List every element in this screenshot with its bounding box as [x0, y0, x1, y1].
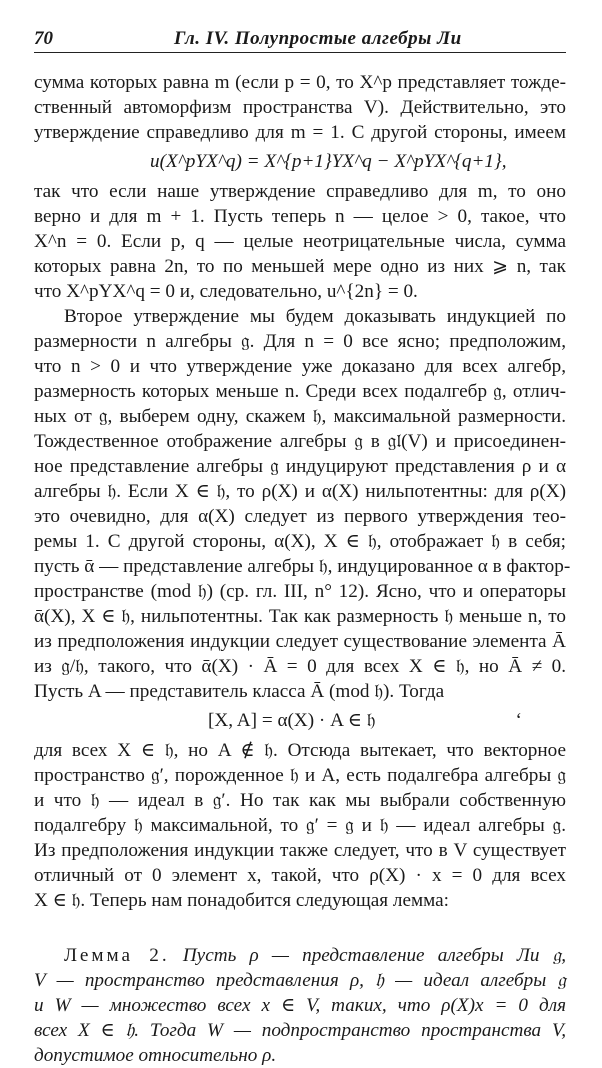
paragraph-line: ремы 1. С другой стороны, α(X), X ∈ 𝔥, отображает 𝔥 в себя; [34, 531, 566, 552]
formula-u: u(X^pYX^q) = X^{p+1}YX^q − X^pYX^{q+1}, [150, 151, 507, 172]
paragraph-line: ное представление алгебры 𝔤 индуцируют представления ρ и α [34, 456, 566, 477]
paragraph-line: пусть ᾱ — представление алгебры 𝔥, индуцированное α в фактор- [34, 556, 571, 577]
formula-text: [X, A] = α(X) · A ∈ 𝔥 [208, 710, 376, 731]
paragraph-line: пространство 𝔤′, порожденное 𝔥 и A, есть подалгебра алгебры 𝔤 [34, 765, 566, 786]
paragraph-line: Второе утверждение мы будем доказывать индукцией по [64, 306, 566, 327]
paragraph-line: размерность которых меньше n. Среди всех подалгебр 𝔤, отлич- [34, 381, 566, 402]
formula-bracket [34, 704, 566, 738]
text-line: утверждение справедливо для m = 1. С другой стороны, имеем [34, 122, 566, 143]
paragraph-line: Пусть A — представитель класса Ā (mod 𝔥). Тогда [34, 681, 445, 702]
paragraph-line: алгебры 𝔥. Если X ∈ 𝔥, то ρ(X) и α(X) нильпотентны: для ρ(X) [34, 481, 566, 502]
running-title: Гл. IV. Полупростые алгебры Ли [174, 28, 462, 49]
lemma-block [34, 943, 566, 1068]
paragraph-line: это очевидно, для α(X) следует из первого утверждения тео- [34, 506, 566, 527]
lemma-first-line [34, 943, 566, 968]
paragraph-line: для всех X ∈ 𝔥, но A ∉ 𝔥. Отсюда вытекает, что векторное [34, 740, 566, 761]
paragraph-line: из 𝔤/𝔥, такого, что ᾱ(X) · Ā = 0 для всех X ∈ 𝔥, но Ā ≠ 0. [34, 656, 566, 677]
lemma-line: V — пространство представления ρ, 𝔥 — идеал алгебры 𝔤 [34, 970, 566, 991]
text-line: так что если наше утверждение справедливо для m, то оно [34, 181, 566, 202]
paragraph-line: что n > 0 и что утверждение уже доказано для всех алгебр, [34, 356, 566, 377]
page-header [34, 26, 566, 53]
page-number: 70 [34, 28, 53, 49]
paragraph-line: Из предположения индукции также следует, что в V существует [34, 840, 566, 861]
text-line: X^n = 0. Если p, q — целые неотрицательные числа, сумма [34, 231, 566, 252]
paragraph-line: X ∈ 𝔥. Теперь нам понадобится следующая лемма: [34, 890, 449, 911]
lemma-line: и W — множество всех x ∈ V, таких, что ρ(X)x = 0 для [34, 995, 566, 1016]
text-line: ственный автоморфизм пространства V). Действительно, это [34, 97, 566, 118]
paragraph-line: Тождественное отображение алгебры 𝔤 в 𝔤𝔩(V) и присоединен- [34, 431, 566, 452]
lemma-line: всех X ∈ 𝔥. Тогда W — подпространство пространства V, [34, 1020, 566, 1041]
paragraph-line: пространстве (mod 𝔥) (ср. гл. III, n° 12). Ясно, что и операторы [34, 581, 566, 602]
paragraph-line: отличный от 0 элемент x, такой, что ρ(X) · x = 0 для всех [34, 865, 566, 886]
paragraph-line: ных от 𝔤, выберем одну, скажем 𝔥, максимальной размерности. [34, 406, 566, 427]
paragraph-line: и что 𝔥 — идеал в 𝔤′. Но так как мы выбрали собственную [34, 790, 566, 811]
spacer [34, 913, 566, 943]
text-line: сумма которых равна m (если p = 0, то X^p представляет тожде- [34, 72, 566, 93]
paragraph-line: ᾱ(X), X ∈ 𝔥, нильпотентны. Так как размерность 𝔥 меньше n, то [34, 606, 566, 627]
paragraph-line: из предположения индукции следует существование элемента Ā [34, 631, 566, 652]
lemma-text: Пусть ρ — представление алгебры Ли 𝔤, [182, 945, 566, 966]
text-line: которых равна 2n, то по меньшей мере одно из них ⩾ n, так [34, 256, 566, 277]
lemma-line: допустимое относительно ρ. [34, 1045, 277, 1066]
page-body [34, 70, 571, 1068]
lemma-label: Лемма 2. [64, 945, 170, 966]
formula-mark: ʻ [515, 710, 522, 731]
paragraph-line: подалгебру 𝔥 максимальной, то 𝔤′ = 𝔤 и 𝔥 — идеал алгебры 𝔤. [34, 815, 566, 836]
paragraph-line: размерности n алгебры 𝔤. Для n = 0 все ясно; предположим, [34, 331, 566, 352]
text-line: что X^pYX^q = 0 и, следовательно, u^{2n} = 0. [34, 281, 418, 302]
text-line: верно и для m + 1. Пусть теперь n — целое > 0, такое, что [34, 206, 566, 227]
